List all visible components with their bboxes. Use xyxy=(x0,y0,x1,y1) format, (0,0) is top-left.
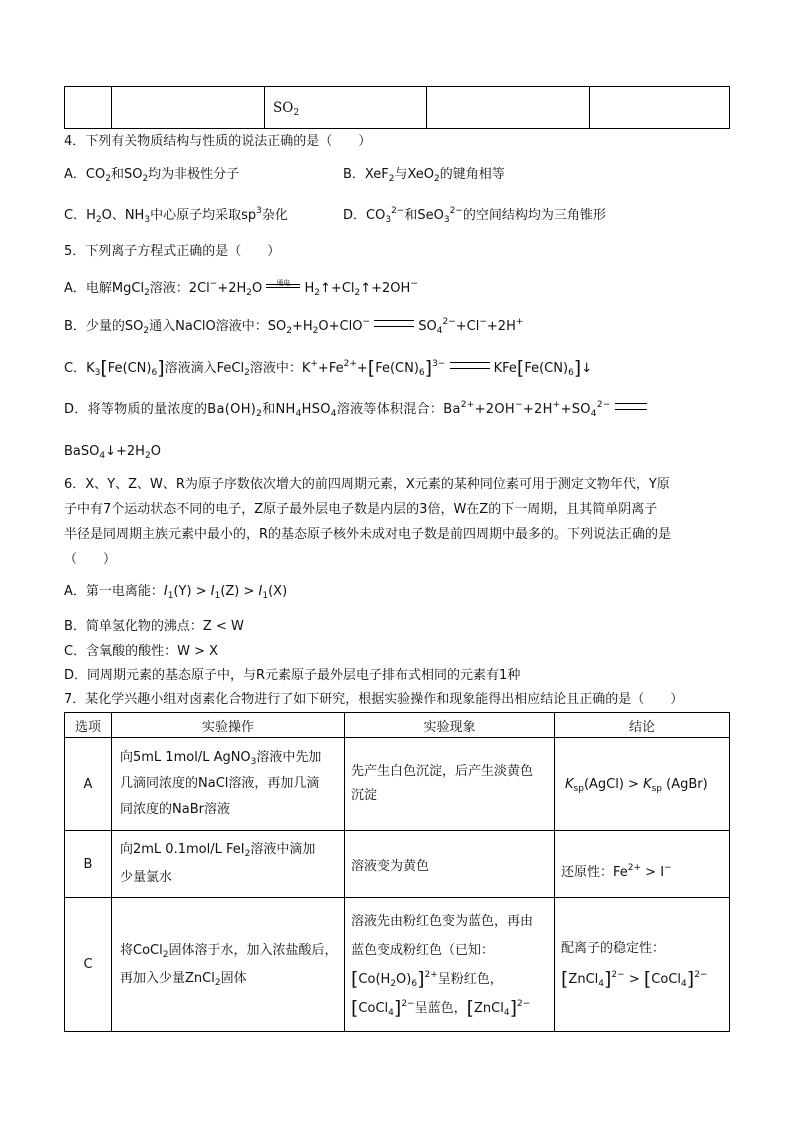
top-table-cell xyxy=(65,87,112,129)
q4-option-c: C．$H_2O$、$NH_3$中心原子均采取$sp^3$杂化 xyxy=(64,206,288,225)
row-phenomenon xyxy=(345,738,555,831)
header-conclusion: 结论 xyxy=(555,713,730,738)
row-option: C xyxy=(65,898,112,1032)
top-table-cell xyxy=(427,87,590,129)
q5-option-d-line2: $BaSO_4↓+2H_2O$ xyxy=(64,444,161,461)
table-row xyxy=(65,831,730,898)
q6-option-a: A．第一电离能：$I_1(Y) > I_1(Z) > I_1(X)$ xyxy=(64,584,288,601)
q4-option-d: D．$CO_3^{2-}$和SeO$_3^{2-}$的空间结构均为三角锥形 xyxy=(343,206,606,225)
row-conclusion: $K_{sp}(AgCl) > K_{sp}$ (AgBr) xyxy=(555,738,730,831)
phenomenon-line: 蓝色变成粉红色（已知： xyxy=(351,942,495,958)
electrolysis-condition: 通电 xyxy=(276,279,291,287)
q6-option-b: B．简单氢化物的沸点：Z < W xyxy=(64,619,244,634)
q5-option-b: B．少量的$SO_2$通入NaClO溶液中：$SO_2+H_2O+ClO^-$ $SO_4^{2-}+Cl^-+2H^+$ xyxy=(64,317,524,336)
header-operation: 实验操作 xyxy=(112,713,345,738)
table-row xyxy=(65,738,730,831)
q6-line1: 6．X、Y、Z、W、R为原子序数依次增大的前四周期元素，X元素的某种同位素可用于测定文物年代，Y原 xyxy=(64,477,670,492)
q5-option-c: C．$K_3[Fe(CN)_6]$溶液滴入FeCl$_2$溶液中：$K^++Fe^{2+}+[Fe(CN)_6]^{3-}$ $KFe[Fe(CN)_6]↓$ xyxy=(64,357,593,379)
phenomenon-line: 沉淀 xyxy=(351,788,378,803)
q6-line4: （ ） xyxy=(64,552,117,567)
q7-stem: 7．某化学兴趣小组对卤素化合物进行了如下研究，根据实验操作和现象能得出相应结论且正确的是（ ） xyxy=(64,692,684,707)
row-conclusion: 配离子的稳定性： [ZnCl$_4$]$^{2-}$ > [CoCl$_4$]$^{2-}$ xyxy=(555,898,730,1032)
top-table-fragment xyxy=(64,86,730,129)
q5-option-a: A．电解MgCl$_2$溶液：$2Cl^-+2H_2O$ 通电 $H_2↑+Cl_2↑+2OH^-$ xyxy=(64,280,418,298)
table-header-row xyxy=(65,713,730,738)
conclusion-label: 配离子的稳定性： xyxy=(561,941,666,956)
top-table-cell xyxy=(112,87,265,129)
table-row xyxy=(65,898,730,1032)
header-option: 选项 xyxy=(65,713,112,738)
q5-option-d-line1: D．将等物质的量浓度的$Ba(OH)_2$和$NH_4HSO_4$溶液等体积混合：$Ba^{2+}+2OH^-+2H^++SO_4^{2-}$ xyxy=(64,401,647,419)
row-operation: 向5mL 1mol/L AgNO$_3$溶液中先加 几滴同浓度的NaCl溶液，再加几滴 同浓度的NaBr溶液 xyxy=(112,738,345,831)
q7-table xyxy=(64,712,730,1032)
row-phenomenon: 溶液先由粉红色变为蓝色，再由 蓝色变成粉红色（已知： $[Co(H_2O)_6]^{2+}$呈粉红色， [CoCl$_4$]$^{2-}$呈蓝色，[ZnCl$_4$]$^{2-}$ xyxy=(345,898,555,1032)
row-conclusion: 还原性：$Fe^{2+} > I^-$ xyxy=(555,831,730,898)
top-table-cell xyxy=(590,87,730,129)
operation-line: 少量氯水 xyxy=(120,870,173,885)
q4-option-a: A．$CO_2$和$SO_2$均为非极性分子 xyxy=(64,167,240,184)
q6-line3: 半径是同周期主族元素中最小的，R的基态原子核外未成对电子数是前四周期中最多的。下列说法正确的是 xyxy=(64,527,672,542)
row-option: A xyxy=(65,738,112,831)
row-option: B xyxy=(65,831,112,898)
q6-line2: 子中有7个运动状态不同的电子，Z原子最外层电子数是内层的3倍，W在Z的下一周期，且其简单阴离子 xyxy=(64,502,658,517)
q5-stem: 5．下列离子方程式正确的是（ ） xyxy=(64,244,281,259)
q6-option-d: D．同周期元素的基态原子中，与R元素原子最外层电子排布式相同的元素有1种 xyxy=(64,668,521,683)
q4-stem: 4．下列有关物质结构与性质的说法正确的是（ ） xyxy=(64,134,372,149)
q6-option-c: C．含氧酸的酸性：W > X xyxy=(64,644,218,659)
top-table-cell: $SO_2$ xyxy=(265,87,427,129)
operation-line: 同浓度的NaBr溶液 xyxy=(120,802,230,817)
phenomenon-line: 溶液先由粉红色变为蓝色，再由 xyxy=(351,913,534,929)
header-phenomenon: 实验现象 xyxy=(345,713,555,738)
phenomenon-line: 先产生白色沉淀，后产生淡黄色 xyxy=(351,764,534,779)
row-operation: 将CoCl$_2$固体溶于水，加入浓盐酸后， 再加入少量ZnCl$_2$固体 xyxy=(112,898,345,1032)
q4-option-b: B．XeF$_2$与XeO$_2$的键角相等 xyxy=(343,167,505,184)
row-phenomenon: 溶液变为黄色 xyxy=(345,831,555,898)
row-operation: 向2mL 0.1mol/L FeI$_2$溶液中滴加 少量氯水 xyxy=(112,831,345,898)
